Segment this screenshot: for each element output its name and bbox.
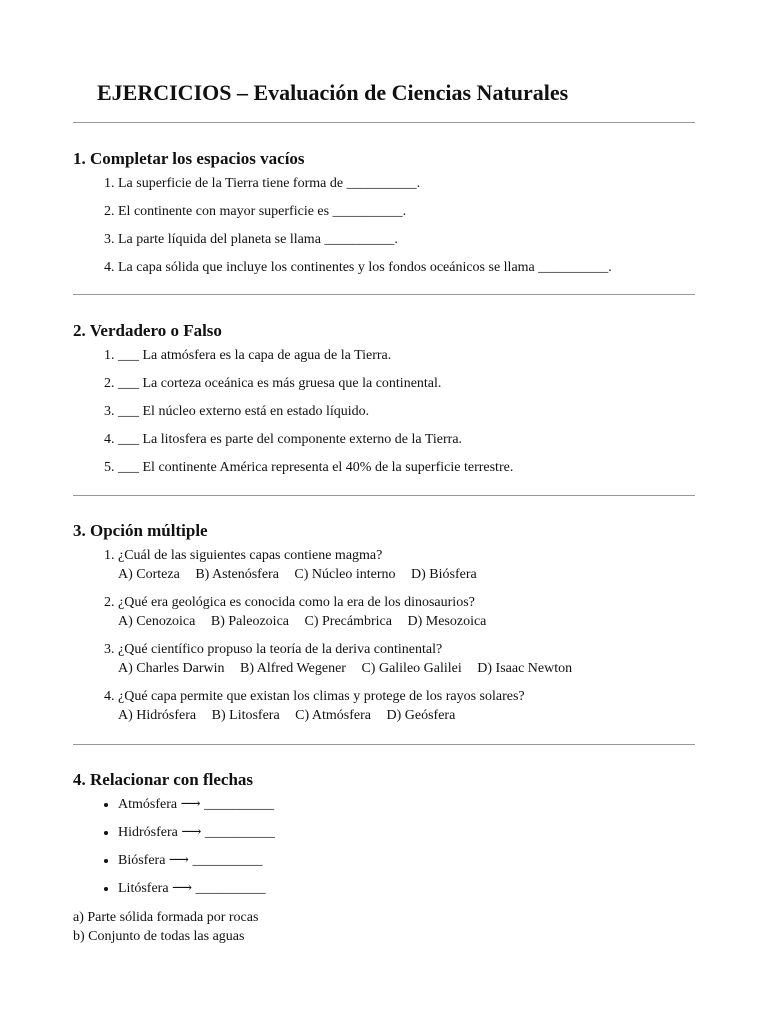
option: C) Núcleo interno: [294, 567, 396, 582]
question-text: 4. ¿Qué capa permite que existan los climas y protege de los rayos solares?: [118, 689, 525, 704]
question-text: 1. ¿Cuál de las siguientes capas contiene magma?: [118, 548, 383, 563]
divider: [73, 495, 695, 496]
option: B) Astenósfera: [195, 567, 279, 582]
option: A) Charles Darwin: [118, 661, 225, 676]
question-item: [118, 640, 695, 678]
fill-blank-list: [73, 175, 695, 276]
match-definitions: [73, 908, 695, 946]
option: D) Isaac Newton: [477, 661, 573, 676]
page-title: EJERCICIOS – Evaluación de Ciencias Naturales: [97, 80, 569, 105]
section-true-false: [73, 321, 695, 476]
list-item: 3. ___ El núcleo externo está en estado líquido.: [118, 403, 695, 420]
list-item: 2. El continente con mayor superficie es __________.: [118, 203, 695, 220]
options-row: [118, 612, 695, 631]
option: A) Corteza: [118, 567, 180, 582]
option: C) Galileo Galilei: [361, 661, 462, 676]
section-multiple-choice: [73, 521, 695, 725]
divider: [73, 294, 695, 295]
question-text: 2. ¿Qué era geológica es conocida como la era de los dinosaurios?: [118, 595, 475, 610]
true-false-list: [73, 347, 695, 476]
divider: [73, 744, 695, 745]
list-item: • Atmósfera ⟶ __________: [118, 796, 695, 813]
list-item: 5. ___ El continente América representa el 40% de la superficie terrestre.: [118, 459, 695, 476]
options-row: [118, 706, 695, 725]
option: B) Paleozoica: [210, 614, 289, 629]
list-item: 2. ___ La corteza oceánica es más gruesa que la continental.: [118, 375, 695, 392]
option: B) Alfred Wegener: [240, 661, 346, 676]
options-row: [118, 659, 695, 678]
match-list: [73, 796, 695, 897]
list-item: 1. ___ La atmósfera es la capa de agua de la Tierra.: [118, 347, 695, 364]
list-item: • Biósfera ⟶ __________: [118, 852, 695, 869]
multiple-choice-list: [73, 546, 695, 725]
definition-item: a) Parte sólida formada por rocas: [73, 910, 259, 925]
section-heading: 2. Verdadero o Falso: [73, 321, 222, 340]
section-fill-blanks: [73, 149, 695, 276]
option: A) Hidrósfera: [118, 708, 197, 723]
options-row: [118, 565, 695, 584]
list-item: • Hidrósfera ⟶ __________: [118, 824, 695, 841]
list-item: 1. La superficie de la Tierra tiene forma de __________.: [118, 175, 695, 192]
question-text: 3. ¿Qué científico propuso la teoría de la deriva continental?: [118, 642, 443, 657]
section-match-arrows: [73, 770, 695, 946]
question-item: [118, 593, 695, 631]
option: C) Atmósfera: [295, 708, 371, 723]
option: D) Biósfera: [411, 567, 477, 582]
section-heading: 3. Opción múltiple: [73, 521, 208, 540]
list-item: 4. ___ La litosfera es parte del componente externo de la Tierra.: [118, 431, 695, 448]
option: D) Mesozoica: [407, 614, 487, 629]
question-item: [118, 546, 695, 584]
list-item: 4. La capa sólida que incluye los continentes y los fondos oceánicos se llama __________.: [118, 259, 695, 276]
section-heading: 1. Completar los espacios vacíos: [73, 149, 305, 168]
question-item: [118, 687, 695, 725]
option: B) Litosfera: [211, 708, 280, 723]
definition-item: b) Conjunto de todas las aguas: [73, 929, 245, 944]
section-heading: 4. Relacionar con flechas: [73, 770, 254, 789]
list-item: 3. La parte líquida del planeta se llama __________.: [118, 231, 695, 248]
list-item: • Litósfera ⟶ __________: [118, 880, 695, 897]
divider: [73, 122, 695, 123]
option: C) Precámbrica: [304, 614, 392, 629]
option: A) Cenozoica: [118, 614, 196, 629]
option: D) Geósfera: [386, 708, 456, 723]
